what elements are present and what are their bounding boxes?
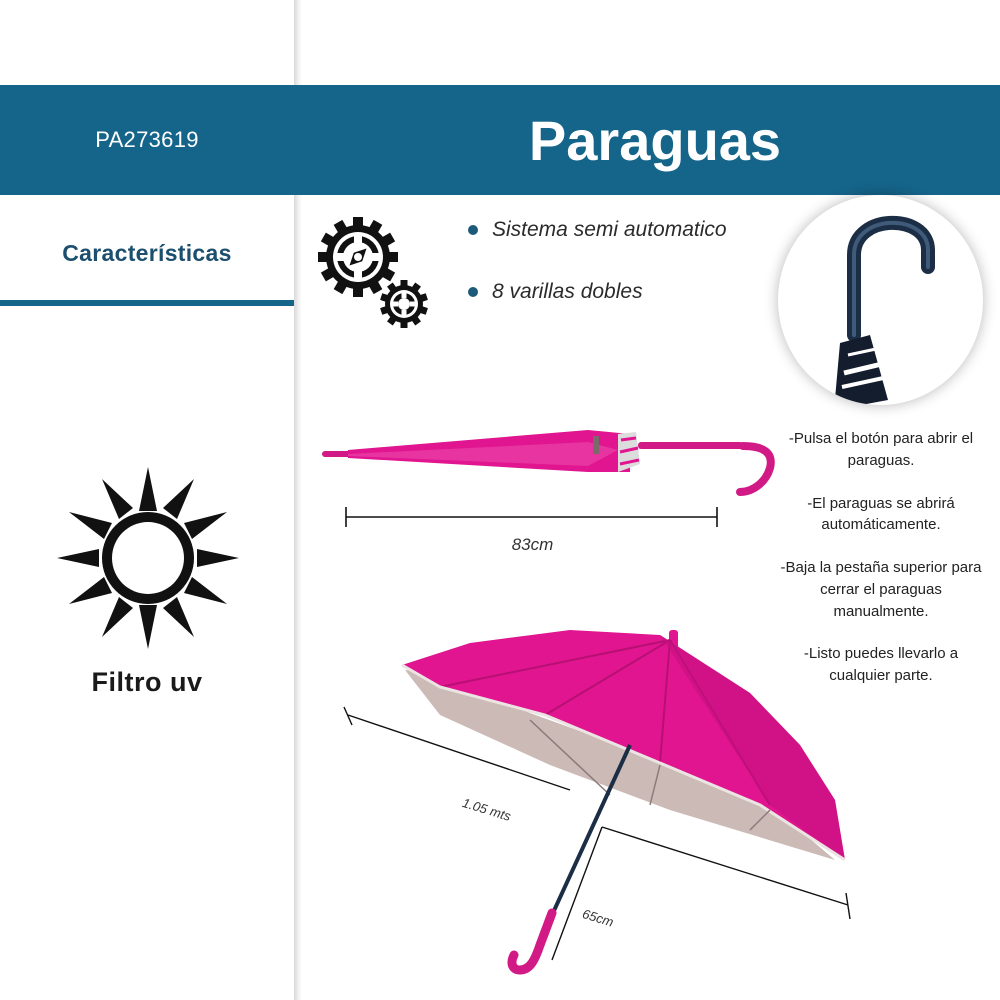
- instruction-item: -El paraguas se abrirá automáticamente.: [807, 494, 955, 534]
- header-band: [0, 85, 1000, 195]
- instruction-item: -Pulsa el botón para abrir el paraguas.: [788, 430, 974, 469]
- features-heading: Características: [62, 240, 232, 266]
- open-umbrella-image: [330, 615, 870, 985]
- closed-umbrella-image: [318, 420, 788, 510]
- length-dimension-line: [340, 505, 725, 529]
- features-underline: [0, 300, 294, 306]
- diameter-label: 1.05 mts: [460, 795, 513, 824]
- instruction-item: -Listo puedes llevarlo a cualquier parte.: [803, 645, 959, 684]
- sun-icon: [55, 465, 241, 651]
- bullet-dot: [468, 287, 478, 297]
- umbrella-handle-closeup: [778, 195, 983, 405]
- gears-icon: [318, 212, 433, 332]
- handle-detail-image: [778, 195, 983, 405]
- feature-item: [468, 280, 643, 304]
- page-title: Paraguas: [528, 108, 782, 172]
- height-label: 65cm: [580, 906, 616, 930]
- product-code: PA273619: [95, 127, 199, 152]
- feature-text: 8 varillas dobles: [492, 280, 643, 303]
- uv-filter-label: Filtro uv: [91, 667, 203, 697]
- bullet-dot: [468, 225, 478, 235]
- feature-text: Sistema semi automatico: [492, 218, 727, 241]
- closed-length-label: 83cm: [511, 535, 554, 554]
- instruction-item: -Baja la pestaña superior para cerrar el paraguas manualmente.: [780, 559, 982, 620]
- feature-item: [468, 218, 727, 242]
